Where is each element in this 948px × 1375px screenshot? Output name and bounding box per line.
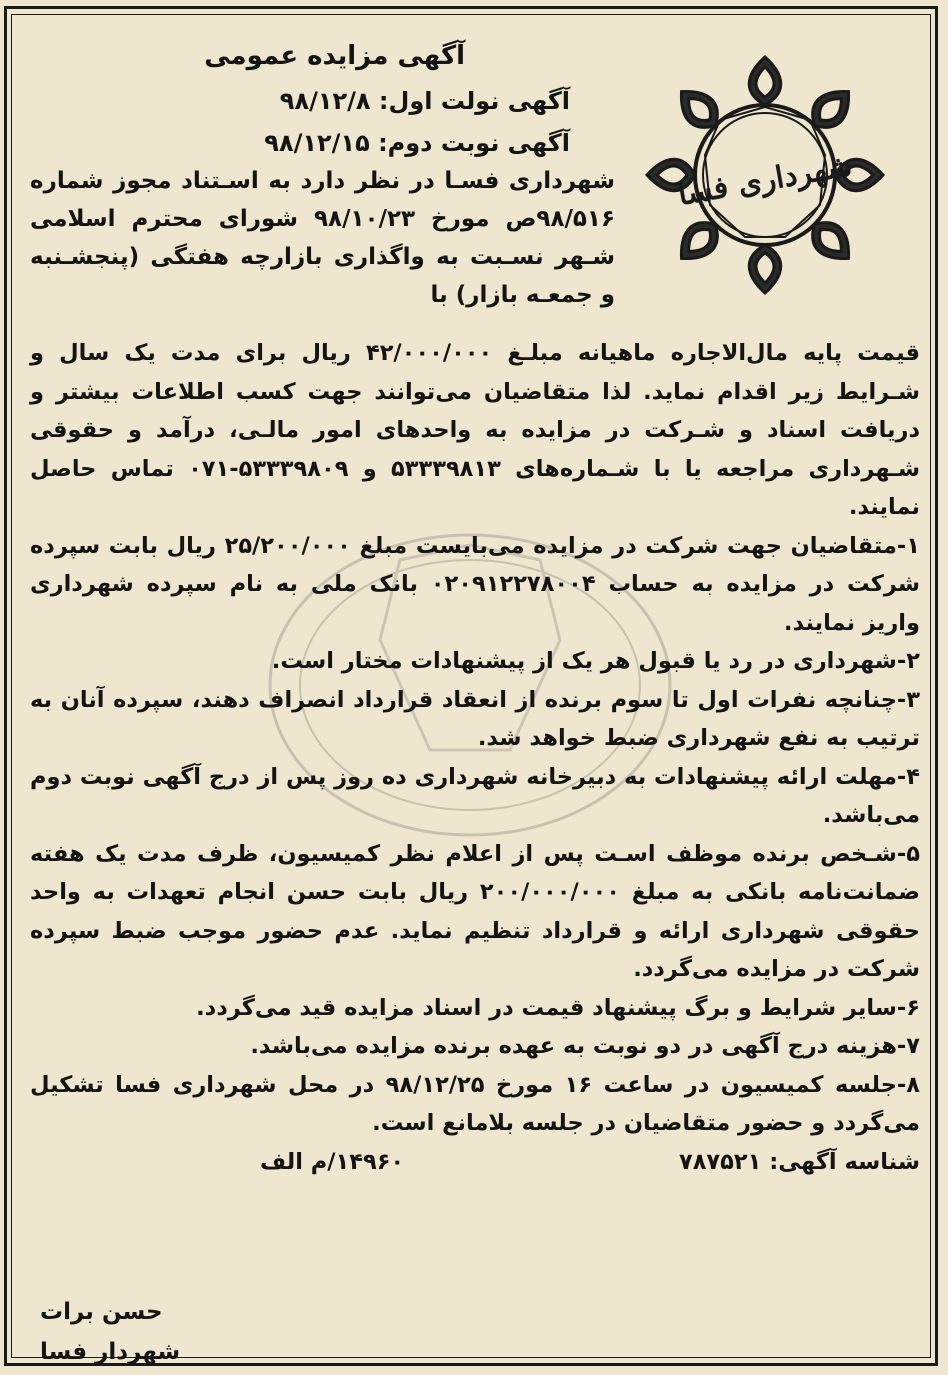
municipality-emblem-icon — [640, 50, 890, 300]
term-8: ۸-جلسه کمیسیون در ساعت ۱۶ مورخ ۹۸/۱۲/۲۵ در محل شهرداری فسا تشکیل می‌گردد و حضور متقاضیان در جلسه بلامانع است. — [30, 1071, 920, 1136]
term-3: ۳-چنانچه نفرات اول تا سوم برنده از انعقاد قرارداد انصراف دهند، سپرده آنان به ترتیب به نفع شهرداری ضبط خواهد شد. — [30, 686, 920, 751]
municipality-logo — [640, 50, 890, 300]
signer-name: حسن برات — [40, 1299, 163, 1325]
notice-title: آگهی مزایده عمومی — [204, 41, 465, 71]
second-publication-date: آگهی نوبت دوم: ۹۸/۱۲/۱۵ — [264, 129, 570, 157]
term-2: ۲-شهرداری در رد یا قبول هر یک از پیشنهادات مختار است. — [271, 648, 920, 674]
notice-body — [30, 334, 920, 1181]
logo-text: شهرداری فسا — [675, 147, 855, 213]
notice-id: شناسه آگهی: ۷۸۷۵۲۱ — [678, 1148, 920, 1175]
term-7: ۷-هزینه درج آگهی در دو نوبت به عهده برنده مزایده می‌باشد. — [250, 1033, 920, 1059]
term-1: ۱-متقاضیان جهت شرکت در مزایده می‌بایست مبلغ ۲۵/۲۰۰/۰۰۰ ریال بابت سپرده شرکت در مزایده به حساب ۰۲۰۹۱۲۲۷۸۰۰۴ بانک ملی به نام سپرده شهرداری واریز نمایند. — [30, 532, 920, 636]
intro-paragraph: شهرداری فسـا در نظر دارد به اسـتناد مجوز شماره ۹۸/۵۱۶ص مورخ ۹۸/۱۰/۲۳ شورای محترم اسلامی شـهر نسـبت به واگذاری بازارچه هفتگی (پنجشـنبه و جمعـه بازار) با — [30, 168, 616, 308]
first-publication-date: آگهی نولت اول: ۹۸/۱۲/۸ — [279, 87, 570, 115]
signer-title: شهردار فسا — [40, 1339, 181, 1365]
reference-code: ۱۴۹۶۰/م الف — [260, 1148, 405, 1175]
notice-reference — [30, 1143, 920, 1182]
term-4: ۴-مهلت ارائه پیشنهادات به دبیرخانه شهرداری ده روز پس از درج آگهی نوبت دوم می‌باشد. — [30, 763, 920, 828]
signature-block — [40, 1292, 280, 1372]
body-intro: قیمت پایه مال‌الاجاره ماهیانه مبلـغ ۴۲/۰۰۰/۰۰۰ ریال برای مدت یک سال و شـرایط زیر اقدام نماید. لذا متقاضیان می‌توانند جهت کسب اطلاعات بیشتر و دریافت اسناد و شـرکت در مزایده به واحدهای امور مالـی، درآمد و حقوقی شـهرداری مراجعه یا با شـماره‌های ۵۳۳۳۹۸۱۳ و ۵۳۳۳۹۸۰۹-۰۷۱ تماس حاصل نمایند. — [30, 340, 921, 520]
term-5: ۵-شـخص برنده موظف اسـت پس از اعلام نظر کمیسیون، ظرف مدت یک هفته ضمانت‌نامه بانکی به مبلغ ۲۰۰/۰۰۰/۰۰۰ ریال بابت حسن انجام تعهدات به واحد حقوقی شهرداری ارائه و قرارداد تنظیم نماید. عدم حضور موجب ضبط سپرده شرکت در مزایده می‌گردد. — [30, 840, 920, 982]
notice-header — [30, 32, 570, 164]
term-6: ۶-سایر شرایط و برگ پیشنهاد قیمت در اسناد مزایده قید می‌گردد. — [196, 994, 920, 1021]
